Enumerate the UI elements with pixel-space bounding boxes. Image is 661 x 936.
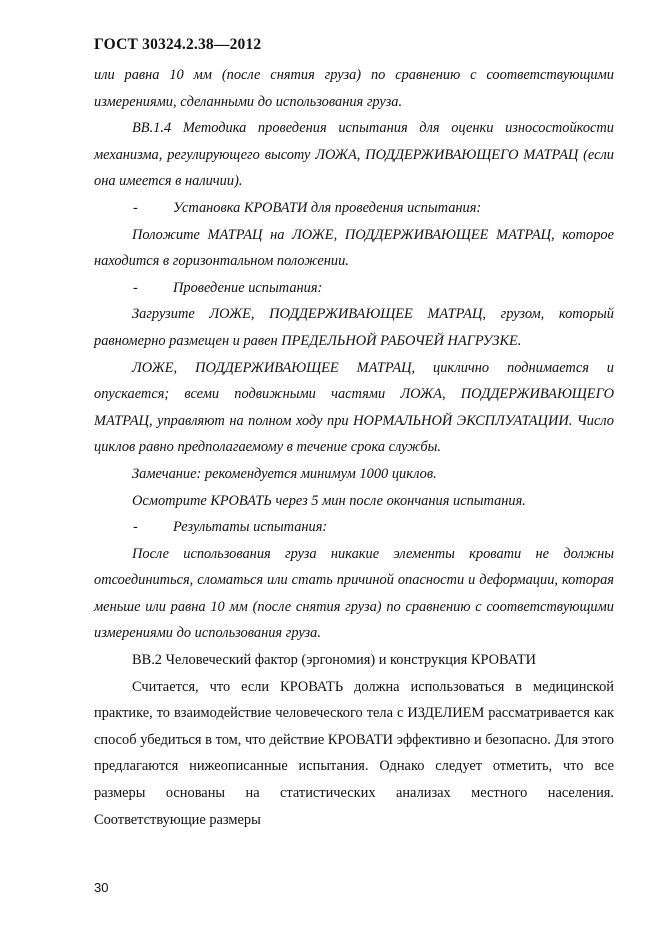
- section-heading-bb-2: ВВ.2 Человеческий фактор (эргономия) и конструкция КРОВАТИ: [132, 652, 537, 669]
- paragraph-results: После использования груза никакие элементы кровати не должны отсоединиться, сломаться или стать причиной опасности и деформации, которая меньше или равна 10 мм (после снятия груза) по сравнению с соответствующими измерениями до использования груза.: [94, 545, 614, 642]
- paragraph-place-mattress: Положите МАТРАЦ на ЛОЖЕ, ПОДДЕРЖИВАЮЩЕЕ МАТРАЦ, которое находится в горизонтальном положении.: [94, 226, 614, 270]
- paragraph-ergonomics: Считается, что если КРОВАТЬ должна использоваться в медицинской практике, то взаимодействие человеческого тела с ИЗДЕЛИЕМ рассматривается как способ убедиться в том, что действие КРОВАТИ эффективно и безопасно. Для этого предлагаются нижеописанные испытания. Однако следует отметить, что все размеры основаны на статистических анализах местного населения. Соответствующие размеры: [94, 678, 614, 828]
- page-number: 30: [94, 880, 109, 895]
- bullet-dash: -: [133, 519, 138, 536]
- bullet-item-procedure: [94, 275, 614, 302]
- document-header: ГОСТ 30324.2.38—2012: [94, 36, 262, 53]
- paragraph-note: Замечание: рекомендуется минимум 1000 циклов.: [132, 465, 437, 482]
- bullet-text: Установка КРОВАТИ для проведения испытания:: [173, 199, 482, 216]
- paragraph-continuation: или равна 10 мм (после снятия груза) по сравнению с соответствующими измерениями, сделанными до использования груза.: [94, 67, 614, 110]
- bullet-dash: -: [133, 199, 138, 216]
- paragraph-inspect: Осмотрите КРОВАТЬ через 5 мин после окончания испытания.: [132, 492, 526, 509]
- paragraph-load: Загрузите ЛОЖЕ, ПОДДЕРЖИВАЮЩЕЕ МАТРАЦ, грузом, который равномерно размещен и равен ПРЕДЕЛЬНОЙ РАБОЧЕЙ НАГРУЗКЕ.: [94, 306, 614, 349]
- paragraph-cycles: ЛОЖЕ, ПОДДЕРЖИВАЮЩЕЕ МАТРАЦ, циклично поднимается и опускается; всеми подвижными частями ЛОЖА, ПОДДЕРЖИВАЮЩЕГО МАТРАЦ, управляют на полном ходу при НОРМАЛЬНОЙ ЭКСПЛУАТАЦИИ. Число циклов равно предполагаемому в течение срока службы.: [94, 359, 614, 456]
- bullet-item-results: [94, 514, 614, 541]
- bullet-text: Проведение испытания:: [173, 279, 323, 296]
- paragraph-section-bb-1-4: ВВ.1.4 Методика проведения испытания для оценки износостойкости механизма, регулирующего высоту ЛОЖА, ПОДДЕРЖИВАЮЩЕГО МАТРАЦ (если она имеется в наличии).: [94, 120, 614, 190]
- bullet-text: Результаты испытания:: [173, 519, 328, 536]
- page-body: [94, 62, 614, 833]
- bullet-item-setup: [94, 195, 614, 222]
- bullet-dash: -: [133, 279, 138, 296]
